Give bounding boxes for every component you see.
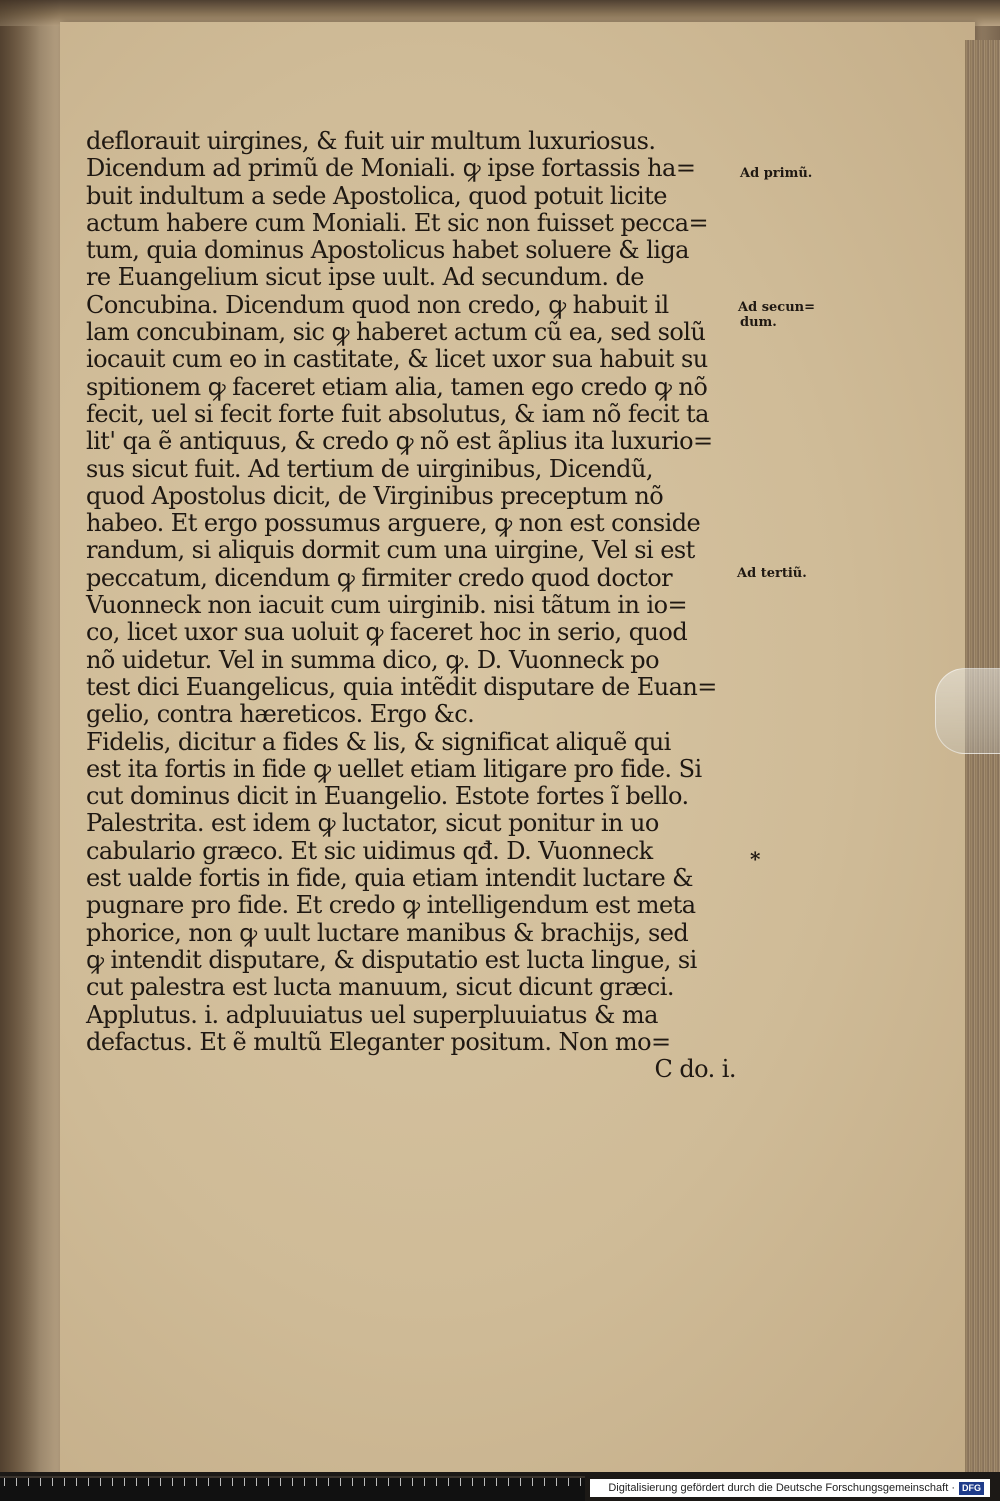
ruler-tick: [88, 1478, 89, 1486]
text-line: defactus. Et ẽ multũ Eleganter positum. Non mo=: [86, 1027, 671, 1056]
ruler-tick: [484, 1478, 485, 1486]
text-line: Applutus. i. adpluuiatus uel superpluuiatus & ma: [86, 1000, 658, 1029]
ruler-tick: [208, 1478, 209, 1486]
ruler-tick: [124, 1478, 125, 1486]
ruler-tick: [28, 1478, 29, 1486]
ruler-tick: [580, 1478, 581, 1486]
ruler-tick: [544, 1478, 545, 1486]
text-line: deflorauit uirgines, & fuit uir multum luxuriosus.: [86, 127, 656, 155]
ruler-tick: [280, 1478, 281, 1486]
text-line: pugnare pro fide. Et credo ꝙ intelligendum est meta: [86, 891, 696, 920]
text-line: cut palestra est lucta manuum, sicut dicunt græci.: [86, 973, 674, 1002]
margin-note-ad-tertium: Ad tertiũ.: [737, 566, 807, 581]
ruler-tick: [472, 1478, 473, 1486]
ruler-tick: [556, 1478, 557, 1486]
text-line: Vuonneck non iacuit cum uirginib. nisi tãtum in io=: [86, 591, 688, 620]
ruler-tick: [148, 1478, 149, 1486]
margin-note-ad-primum: Ad primũ.: [740, 166, 813, 181]
ruler-tick: [316, 1478, 317, 1486]
margin-note-ad-secundum-2: dum.: [740, 315, 777, 330]
text-line: co, licet uxor sua uoluit ꝙ faceret hoc in serio, quod: [86, 618, 688, 647]
text-line: nõ uidetur. Vel in summa dico, ꝙ. D. Vuonneck po: [86, 645, 660, 674]
ruler-tick: [16, 1478, 17, 1486]
ruler-tick: [400, 1478, 401, 1486]
ruler-tick: [304, 1478, 305, 1486]
ruler-tick: [340, 1478, 341, 1486]
text-line: sus sicut fuit. Ad tertium de uirginibus, Dicendũ,: [86, 454, 653, 483]
ruler-tick: [76, 1478, 77, 1486]
text-line: gelio, contra hæreticos. Ergo &c.: [86, 700, 475, 729]
margin-asterisk: *: [750, 847, 761, 871]
text-line: Concubina. Dicendum quod non credo, ꝙ habuit il: [86, 290, 669, 319]
ruler-tick: [52, 1478, 53, 1486]
ruler-tick: [196, 1478, 197, 1486]
ruler-tick: [436, 1478, 437, 1486]
ruler-tick: [184, 1478, 185, 1486]
ruler-tick: [256, 1478, 257, 1486]
text-line: test dici Euangelicus, quia intẽdit disputare de Euan=: [86, 672, 717, 701]
ruler-tick: [448, 1478, 449, 1486]
text-line: buit indultum a sede Apostolica, quod potuit licite: [86, 181, 667, 210]
ruler-tick: [244, 1478, 245, 1486]
scan-ruler: [0, 1476, 585, 1501]
text-line: cabulario græco. Et sic uidimus qđ. D. Vuonneck: [86, 836, 653, 865]
ruler-tick: [508, 1478, 509, 1486]
ruler-tick: [328, 1478, 329, 1486]
text-line: cut dominus dicit in Euangelio. Estote fortes ĩ bello.: [86, 782, 689, 811]
ruler-tick: [568, 1478, 569, 1486]
ruler-tick: [112, 1478, 113, 1486]
ruler-tick: [136, 1478, 137, 1486]
ruler-tick: [268, 1478, 269, 1486]
ruler-tick: [376, 1478, 377, 1486]
ruler-tick: [496, 1478, 497, 1486]
text-line: fecit, uel si fecit forte fuit absolutus, & iam nõ fecit ta: [86, 399, 709, 428]
ruler-tick: [388, 1478, 389, 1486]
gutter-shadow: [0, 0, 60, 1501]
text-line: Fidelis, dicitur a fides & lis, & significat aliquẽ qui: [86, 727, 671, 756]
ruler-tick: [460, 1478, 461, 1486]
text-line: spitionem ꝙ faceret etiam alia, tamen ego credo ꝙ nõ: [86, 372, 708, 401]
text-line: quod Apostolus dicit, de Virginibus preceptum nõ: [86, 481, 664, 510]
ruler-tick: [232, 1478, 233, 1486]
ruler-tick: [160, 1478, 161, 1486]
text-line: Palestrita. est idem ꝙ luctator, sicut ponitur in uo: [86, 809, 659, 838]
credit-text: Digitalisierung gefördert durch die Deutsche Forschungsgemeinschaft ·: [608, 1482, 955, 1494]
text-line: habeo. Et ergo possumus arguere, ꝙ non est conside: [86, 509, 701, 538]
ruler-tick: [532, 1478, 533, 1486]
ruler-tick: [40, 1478, 41, 1486]
text-line: ꝙ intendit disputare, & disputatio est lucta lingue, si: [86, 945, 697, 974]
ruler-tick: [4, 1478, 5, 1486]
ruler-tick: [292, 1478, 293, 1486]
text-line: randum, si aliquis dormit cum una uirgine, Vel si est: [86, 536, 695, 565]
margin-note-ad-secundum-1: Ad secun=: [738, 300, 816, 315]
catchword-signature: C do. i.: [654, 1055, 736, 1084]
ruler-tick: [220, 1478, 221, 1486]
ruler-tick: [172, 1478, 173, 1486]
text-line: est ualde fortis in fide, quia etiam intendit luctare &: [86, 864, 693, 893]
digitization-credit: [590, 1479, 990, 1497]
text-line: tum, quia dominus Apostolicus habet soluere & liga: [86, 236, 689, 265]
ruler-tick: [64, 1478, 65, 1486]
ruler-tick: [352, 1478, 353, 1486]
text-line: est ita fortis in fide ꝙ uellet etiam litigare pro fide. Si: [86, 754, 702, 783]
text-line: re Euangelium sicut ipse uult. Ad secundum. de: [86, 263, 644, 292]
dfg-logo: DFG: [959, 1482, 984, 1495]
text-line: phorice, non ꝙ uult luctare manibus & brachijs, sed: [86, 918, 689, 947]
text-line: peccatum, dicendum ꝙ firmiter credo quod doctor: [86, 563, 673, 592]
text-line: iocauit cum eo in castitate, & licet uxor sua habuit su: [86, 345, 708, 374]
ruler-tick: [424, 1478, 425, 1486]
text-line: lam concubinam, sic ꝙ haberet actum cũ ea, sed solũ: [86, 318, 706, 347]
ruler-tick: [100, 1478, 101, 1486]
ruler-tick: [364, 1478, 365, 1486]
text-line: Dicendum ad primũ de Moniali. ꝙ ipse fortassis ha=: [86, 154, 696, 183]
ruler-tick: [520, 1478, 521, 1486]
body-text: [86, 128, 736, 1083]
page-edges: [965, 40, 1000, 1490]
book-clip: [935, 668, 1000, 754]
ruler-tick: [412, 1478, 413, 1486]
text-line: lit' qa ẽ antiquus, & credo ꝙ nõ est ãplius ita luxurio=: [86, 427, 713, 456]
text-line: actum habere cum Moniali. Et sic non fuisset pecca=: [86, 208, 709, 237]
